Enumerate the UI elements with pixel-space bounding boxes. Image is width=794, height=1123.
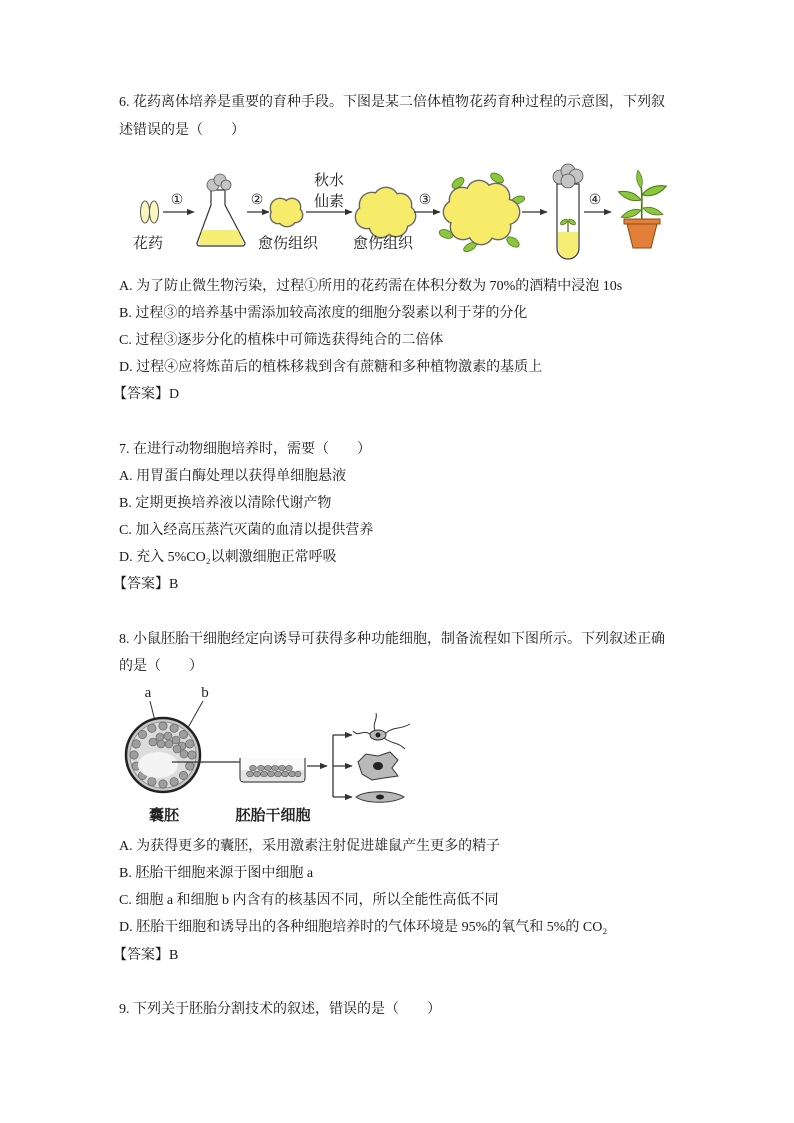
elongated-cell-nucleus — [376, 795, 384, 800]
blastocyst-icon — [126, 718, 200, 792]
plant-leaf-icon — [617, 188, 642, 203]
step3-number: ③ — [418, 193, 432, 208]
step1-number: ① — [170, 193, 184, 208]
neuron-process — [353, 731, 371, 735]
anther-label: 花药 — [132, 236, 164, 252]
esc-label: 胚胎干细胞 — [235, 808, 311, 824]
q6-option-c: C. 过程③逐步分化的植株中可筛选获得纯合的二倍体 — [119, 333, 444, 348]
test-tube-icon — [553, 164, 583, 259]
callus-lobe — [271, 209, 285, 223]
test-tube-medium — [558, 232, 578, 258]
q7-stem-line-1: 7. 在进行动物细胞培养时，需要（ ） — [119, 442, 371, 457]
trophoblast-cell — [148, 724, 156, 732]
neuron-process — [384, 738, 405, 749]
step4-number: ④ — [588, 193, 602, 208]
callus-label-2: 愈伤组织 — [352, 236, 414, 252]
stem-cell — [272, 765, 279, 770]
stem-cell — [250, 765, 257, 770]
stem-cell — [258, 765, 265, 770]
trophoblast-cell — [186, 762, 194, 770]
stem-cell — [289, 771, 296, 777]
trophoblast-cell — [179, 771, 187, 779]
callus-small — [270, 198, 304, 228]
q8-option-d: D. 胚胎干细胞和诱导出的各种细胞培养时的气体环境是 95%的氧气和 5%的 CO₂ — [119, 920, 608, 935]
stem-cell — [265, 765, 272, 770]
neuron-nucleus — [376, 733, 381, 738]
culture-dish-icon — [240, 758, 305, 782]
inner-cell — [149, 738, 157, 746]
plant-leaf-icon — [642, 205, 664, 217]
anther-icon — [141, 201, 159, 223]
inner-cell — [157, 740, 165, 748]
callus-with-buds — [438, 171, 526, 253]
q7-option-a: A. 用胃蛋白酶处理以获得单细胞悬液 — [119, 469, 347, 484]
q6-stem-line-1: 6. 花药离体培养是重要的育种手段。下图是某二倍体植物花药育种过程的示意图，下列叙 — [119, 95, 665, 110]
q8-figure — [126, 685, 410, 824]
pot-body — [627, 224, 657, 248]
irregular-cell-nucleus — [373, 762, 383, 770]
cell-b-label: b — [201, 685, 209, 701]
stem-cell — [254, 771, 261, 777]
elongated-cell-icon — [356, 792, 404, 803]
trophoblast-cell — [179, 730, 187, 738]
q6-stem-line-2: 述错误的是（ ） — [119, 123, 245, 138]
neuron-cell-icon — [353, 713, 410, 749]
flask-icon — [197, 174, 245, 246]
q7-option-c: C. 加入经高压蒸汽灭菌的血清以提供营养 — [119, 523, 374, 538]
q6-figure — [133, 164, 668, 259]
callus-large — [355, 187, 417, 239]
q8-stem-line-1: 8. 小鼠胚胎干细胞经定向诱导可获得多种功能细胞，制备流程如下图所示。下列叙述正确 — [119, 632, 665, 647]
q8-stem-line-2: 的是（ ） — [119, 659, 203, 674]
flask-medium — [199, 230, 243, 245]
stem-cell — [268, 771, 275, 777]
q8-answer: 【答案】B — [113, 948, 179, 963]
step2-number: ② — [250, 193, 264, 208]
cell-a-label: a — [144, 685, 152, 701]
q6-answer: 【答案】D — [113, 387, 180, 402]
q9-stem-line-1: 9. 下列关于胚胎分割技术的叙述，错误的是（ ） — [119, 1002, 441, 1017]
inner-cell — [172, 736, 180, 744]
q6-option-b: B. 过程③的培养基中需添加较高浓度的细胞分裂素以利于芽的分化 — [119, 306, 528, 321]
trophoblast-cell — [130, 751, 138, 759]
blastocyst-label: 囊胚 — [148, 808, 180, 824]
plant-stem — [641, 186, 642, 221]
stem-cell — [261, 771, 268, 777]
q6-option-d: D. 过程④应将炼苗后的植株移栽到含有蔗糖和多种植物激素的基质上 — [119, 360, 543, 375]
neuron-process — [386, 724, 410, 733]
cotton-plug-lobe — [561, 174, 575, 188]
callus-lobe — [462, 193, 500, 231]
q8-option-b: B. 胚胎干细胞来源于图中细胞 a — [119, 866, 314, 881]
q7-answer: 【答案】B — [113, 577, 179, 592]
callus-label-1: 愈伤组织 — [257, 236, 319, 252]
q7-option-d: D. 充入 5%CO₂以刺激细胞正常呼吸 — [119, 550, 337, 565]
plant-leaf-icon — [641, 182, 668, 198]
stem-cell — [282, 771, 289, 777]
blastocoel-cavity — [138, 752, 178, 778]
trophoblast-cell — [132, 740, 140, 748]
stem-cell — [247, 771, 254, 777]
trophoblast-cell — [188, 751, 196, 759]
inner-cell — [165, 740, 173, 748]
callus-lobe — [370, 198, 400, 228]
inner-cell — [180, 750, 188, 758]
inner-cell — [164, 732, 172, 740]
trophoblast-cell — [138, 730, 146, 738]
q8-option-c: C. 细胞 a 和细胞 b 内含有的核基因不同，所以全能性高低不同 — [119, 893, 499, 908]
potted-plant-icon — [617, 170, 668, 248]
trophoblast-cell — [159, 780, 167, 788]
anther-lobe-right — [150, 201, 159, 223]
trophoblast-cell — [148, 778, 156, 786]
trophoblast-cell — [159, 722, 167, 730]
stem-cell — [275, 771, 282, 777]
bud-leaf-icon — [505, 235, 521, 250]
q8-option-a: A. 为获得更多的囊胚，采用激素注射促进雄鼠产生更多的精子 — [119, 839, 501, 854]
trophoblast-cell — [170, 724, 178, 732]
stem-cell — [279, 765, 286, 770]
plant-leaf-icon — [620, 207, 642, 220]
stem-cell — [295, 771, 301, 777]
colchicine-label-line-1: 秋水 — [313, 173, 345, 189]
colchicine-label-line-2: 仙素 — [313, 194, 345, 210]
pot-rim — [624, 219, 660, 224]
plant-leaf-icon — [635, 170, 643, 189]
irregular-cell-icon — [358, 752, 398, 780]
q6-option-a: A. 为了防止微生物污染，过程①所用的花药需在体积分数为 70%的酒精中浸泡 10s — [119, 279, 623, 294]
cotton-plug-lobe — [221, 180, 231, 190]
stem-cell — [286, 765, 293, 770]
inner-cell — [156, 733, 164, 741]
q7-option-b: B. 定期更换培养液以清除代谢产物 — [119, 496, 332, 511]
anther-lobe-left — [141, 201, 150, 223]
callus-lobe — [288, 208, 302, 222]
inner-cell — [173, 745, 181, 753]
trophoblast-cell — [186, 740, 194, 748]
neuron-process — [374, 713, 376, 731]
trophoblast-cell — [170, 778, 178, 786]
